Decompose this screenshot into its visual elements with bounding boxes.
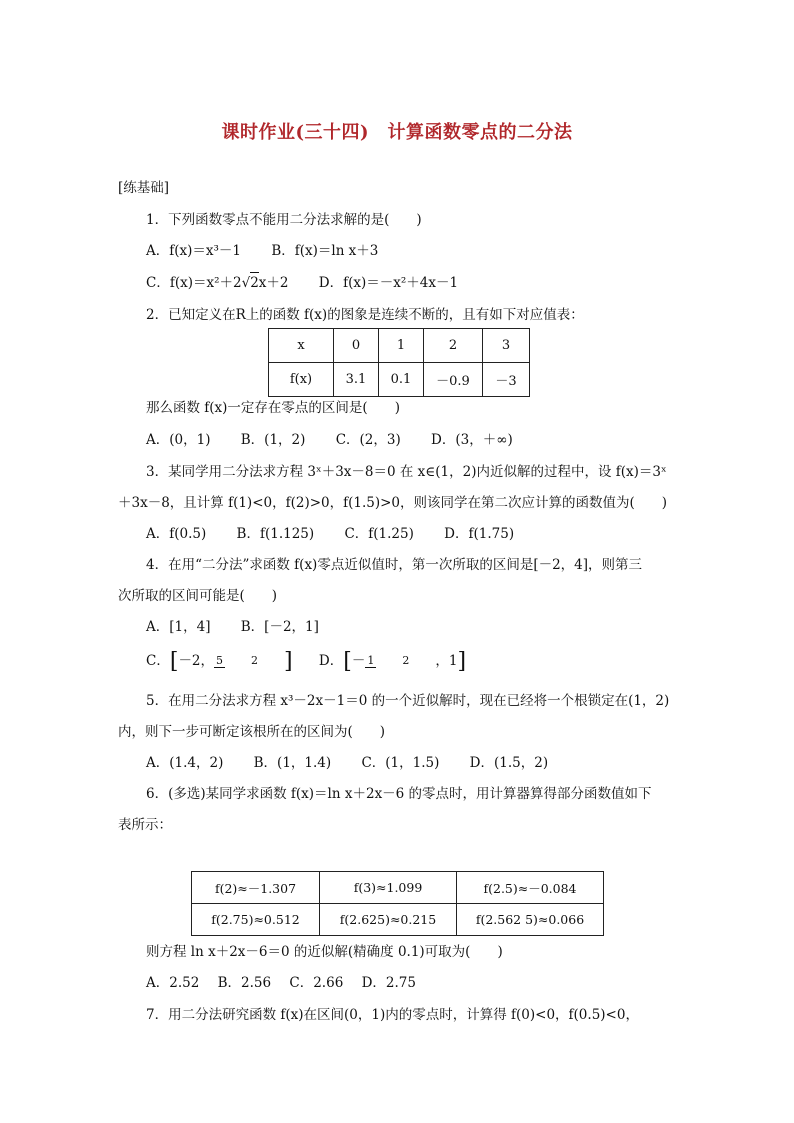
question-1-options-ab [146, 241, 404, 261]
option-d: D．f(1.75) [444, 526, 515, 542]
question-6-after: 则方程 ln x＋2x－6＝0 的近似解(精确度 0.1)可取为( ) [146, 944, 503, 960]
option-b: B．(1，1.4) [253, 755, 332, 771]
table-row [192, 872, 604, 904]
option-c: C．(1，1.5) [361, 755, 440, 771]
bracket-right: ] [457, 648, 467, 674]
question-7-line-1: 7．用二分法研究函数 f(x)在区间(0，1)内的零点时，计算得 f(0)<0，f(0.5)<0， [146, 1007, 639, 1023]
table-cell: 3 [483, 329, 530, 363]
question-2-options [146, 430, 539, 450]
option-d-right: ，1 [435, 653, 458, 669]
table-cell: －3 [483, 363, 530, 397]
bracket-left: [ [343, 648, 352, 674]
option-c: C．f(1.25) [344, 526, 414, 542]
option-c [146, 272, 289, 293]
option-a: A．[1，4] [146, 619, 211, 635]
table-cell: 3.1 [334, 363, 379, 397]
question-4-options-ab [146, 617, 345, 637]
value-table-1 [268, 328, 530, 397]
option-d: D．f(x)＝－x²＋4x－1 [318, 275, 459, 291]
table-cell: －0.9 [424, 363, 483, 397]
question-6-line-1: 6．(多选)某同学求函数 f(x)＝ln x＋2x－6 的零点时，用计算器算得部分函数值如下 [146, 786, 652, 802]
table-row [269, 363, 530, 397]
table-row [192, 904, 604, 936]
option-d: D．2.75 [361, 975, 416, 991]
value-table-2 [191, 871, 604, 936]
question-4-line-1: 4．在用“二分法”求函数 f(x)零点近似值时，第一次所取的区间是[－2，4]，则第三 [146, 557, 643, 573]
question-4-options-cd [146, 644, 492, 679]
question-3-line-1: 3．某同学用二分法求方程 3ˣ＋3x－8＝0 在 x∈(1，2)内近似解的过程中，设 f(x)＝3ˣ [146, 464, 667, 480]
option-b: B．f(x)＝ln x＋3 [271, 243, 379, 259]
fraction-denominator: 2 [402, 654, 410, 667]
fraction-numerator: 1 [367, 654, 375, 667]
option-a: A．f(x)＝x³－1 [146, 243, 242, 259]
option-d: D．(1.5，2) [469, 755, 549, 771]
table-cell: 1 [379, 329, 424, 363]
option-c-radicand: 2 [250, 272, 259, 293]
sqrt-symbol: √ [241, 275, 251, 291]
option-c-prefix: C．f(x)＝x²＋2 [146, 275, 242, 291]
option-c [146, 644, 293, 679]
question-5-line-2: 内，则下一步可断定该根所在的区间为( ) [118, 724, 386, 740]
option-a: A．(0，1) [146, 432, 211, 448]
table-cell: f(2.75)≈0.512 [192, 904, 320, 936]
table-cell: f(x) [269, 363, 334, 397]
bracket-right: ] [284, 648, 293, 674]
fraction [365, 655, 435, 668]
table-cell: 0.1 [379, 363, 424, 397]
option-c-suffix: x＋2 [258, 275, 289, 291]
fraction-denominator: 2 [251, 654, 259, 667]
question-4-line-2: 次所取的区间可能是( ) [118, 588, 278, 604]
question-6-options [146, 973, 442, 993]
table-cell: 2 [424, 329, 483, 363]
question-2-stem: 2．已知定义在R上的函数 f(x)的图象是连续不断的，且有如下对应值表： [146, 307, 584, 323]
option-b: B．(1，2) [240, 432, 306, 448]
option-d-label: D． [318, 653, 344, 669]
question-3-options [146, 524, 540, 544]
option-c-label: C． [146, 653, 170, 669]
option-b: B．2.56 [217, 975, 272, 991]
question-3-line-2: ＋3x－8，且计算 f(1)<0，f(2)>0，f(1.5)>0，则该同学在第二次应计算的函数值为( ) [118, 495, 668, 511]
question-5-options [146, 753, 574, 773]
option-b: B．f(1.125) [236, 526, 315, 542]
fraction [214, 655, 284, 668]
table-cell: f(2.625)≈0.215 [320, 904, 457, 936]
option-d [319, 644, 466, 679]
table-cell: x [269, 329, 334, 363]
table-cell: 0 [334, 329, 379, 363]
option-a: A．(1.4，2) [146, 755, 224, 771]
option-a: A．2.52 [146, 975, 200, 991]
bracket-left: [ [169, 648, 179, 674]
option-d: D．(3，＋∞) [431, 432, 513, 448]
page-title: 课时作业(三十四) 计算函数零点的二分法 [221, 122, 573, 143]
table-cell: f(2.5)≈－0.084 [457, 872, 604, 904]
minus-sign: － [351, 653, 366, 669]
section-heading: [练基础] [118, 180, 170, 196]
option-a: A．f(0.5) [146, 526, 207, 542]
question-6-line-2: 表所示： [118, 817, 172, 833]
question-1-stem: 1．下列函数零点不能用二分法求解的是( ) [146, 212, 422, 228]
question-1-options-cd [146, 272, 484, 293]
option-c-left: －2， [178, 653, 215, 669]
table-cell: f(3)≈1.099 [320, 872, 457, 904]
option-c: C．(2，3) [335, 432, 401, 448]
question-5-line-1: 5．在用二分法求方程 x³－2x－1＝0 的一个近似解时，现在已经将一个根锁定在(1，2) [146, 693, 670, 709]
fraction-numerator: 5 [216, 654, 224, 667]
table-cell: f(2)≈－1.307 [192, 872, 320, 904]
option-b: B．[－2，1] [240, 619, 319, 635]
question-2-after: 那么函数 f(x)一定存在零点的区间是( ) [146, 400, 400, 416]
option-c: C．2.66 [289, 975, 344, 991]
table-row [269, 329, 530, 363]
table-cell: f(2.562 5)≈0.066 [457, 904, 604, 936]
